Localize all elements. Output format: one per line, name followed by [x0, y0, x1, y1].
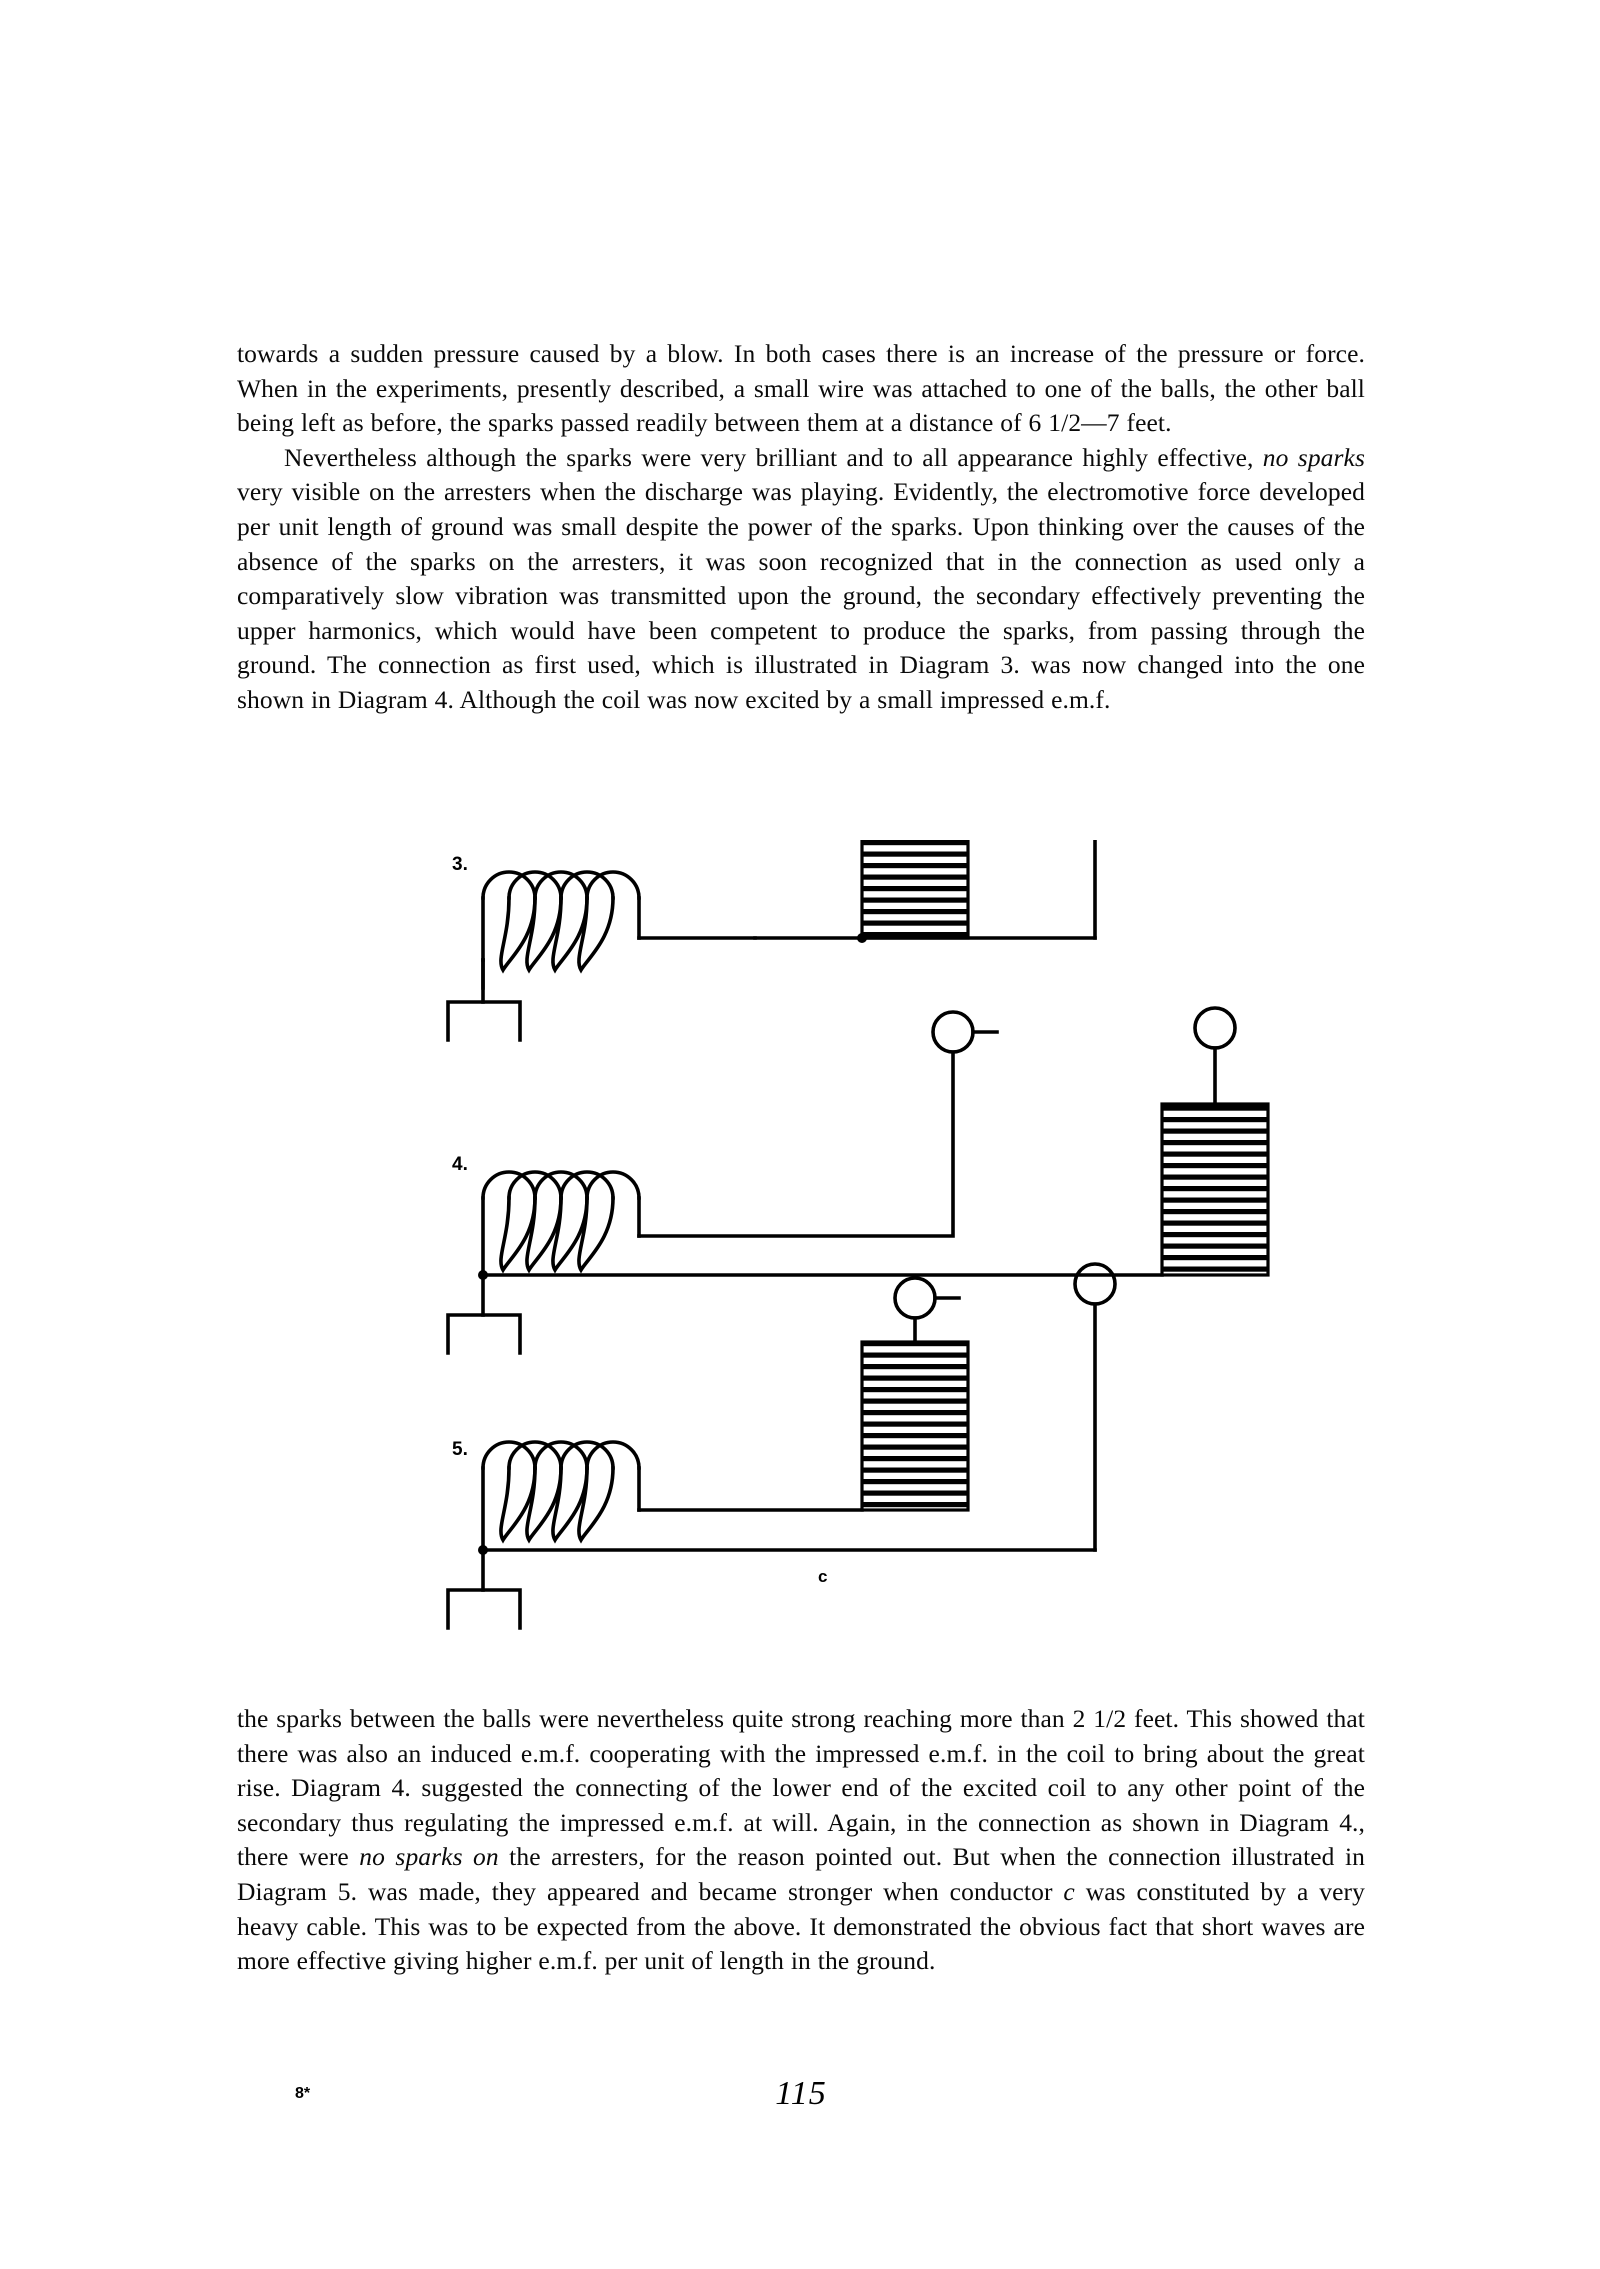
- secondary-coil-box-3: [862, 840, 968, 938]
- emphasis-text: no sparks on: [359, 1842, 499, 1872]
- secondary-coil-box-5: [862, 1342, 968, 1510]
- conductor-c-label: c: [818, 1567, 828, 1586]
- primary-coil-5: [483, 1442, 639, 1550]
- primary-coil-3: [483, 872, 639, 970]
- page-number: 115: [775, 2075, 827, 2112]
- body-text: very visible on the arresters when the discharge was playing. Evidently, the electromotive force developed per unit length of ground was small despite the power of the sparks. Upon thinking over the causes of the absence of the sparks on the arresters, it was soon recognized that in the connection as used only a comparatively slow vibration was transmitted upon the ground, the secondary effectively preventing the upper harmonics, which would have been competent to produce the sparks, from passing through the ground. The connection as first used, which is illustrated in Diagram 3. was now changed into the one shown in Diagram 4. Although the coil was now excited by a small impressed e.m.f.: [237, 477, 1365, 714]
- ground-bracket-5: [448, 1590, 520, 1628]
- body-text: Nevertheless although the sparks were very brilliant and to all appearance highly effective,: [284, 442, 1263, 472]
- paragraph: [237, 1702, 1365, 1979]
- body-text: towards a sudden pressure caused by a blow. In both cases there is an increase of the pressure or force. When in the experiments, presently described, a small wire was attached to one of the balls, the other ball being left as before, the sparks passed readily between them at a distance of 6 1/2—7 feet.: [237, 339, 1365, 438]
- diagram-3-graphic: [448, 840, 1115, 1040]
- diagram-4-label: 4.: [452, 1154, 468, 1175]
- arrester-ball-left-4: [933, 1012, 973, 1052]
- body-text: was constituted by a very heavy cable. This was to be expected from the above. It demonstrated the obvious fact that short waves are more effective giving higher e.m.f. per unit of length in the ground.: [237, 1876, 1365, 1976]
- diagram-3-label: 3.: [452, 854, 468, 875]
- ground-bracket-3: [448, 1002, 520, 1040]
- body-text: the sparks between the balls were nevertheless quite strong reaching more than 2 1/2 feet. This showed that there was also an induced e.m.f. cooperating with the impressed e.m.f. in the coil to bring about the great rise. Diagram 4. suggested the connecting of the lower end of the excited coil to any other point of the secondary thus regulating the impressed e.m.f. at will. Again, in the connection as shown in Diagram 4., there were: [237, 1704, 1365, 1872]
- signature-mark: 8*: [295, 2085, 311, 2102]
- paragraph: [237, 441, 1365, 718]
- top-text-block: [237, 337, 1365, 718]
- secondary-coil-box-4: [1162, 1104, 1268, 1275]
- circuit-diagrams-svg: [0, 840, 1600, 1670]
- arrester-ball-right-4: [1195, 1008, 1235, 1048]
- body-text: the arresters, for the reason pointed out. But when the connection illustrated in Diagram 5. was made, they appeared and became stronger when conductor: [237, 1842, 1365, 1906]
- arrester-ball-right-5: [1075, 1264, 1115, 1304]
- diagram-5-graphic: [448, 1264, 1115, 1628]
- figure-group: [0, 840, 1600, 1670]
- paragraph: [237, 337, 1365, 441]
- bottom-text-block: [237, 1702, 1365, 1979]
- primary-coil-4: [483, 1172, 639, 1275]
- emphasis-text: c: [1063, 1876, 1075, 1906]
- arrester-lead-4: [639, 1052, 953, 1236]
- emphasis-text: no sparks: [1262, 442, 1365, 472]
- arrester-ball-left-5: [895, 1278, 935, 1318]
- ground-bracket-4: [448, 1315, 520, 1353]
- diagram-4-graphic: [448, 1008, 1268, 1353]
- diagram-5-label: 5.: [452, 1439, 468, 1460]
- page-footer: [237, 2075, 1365, 2135]
